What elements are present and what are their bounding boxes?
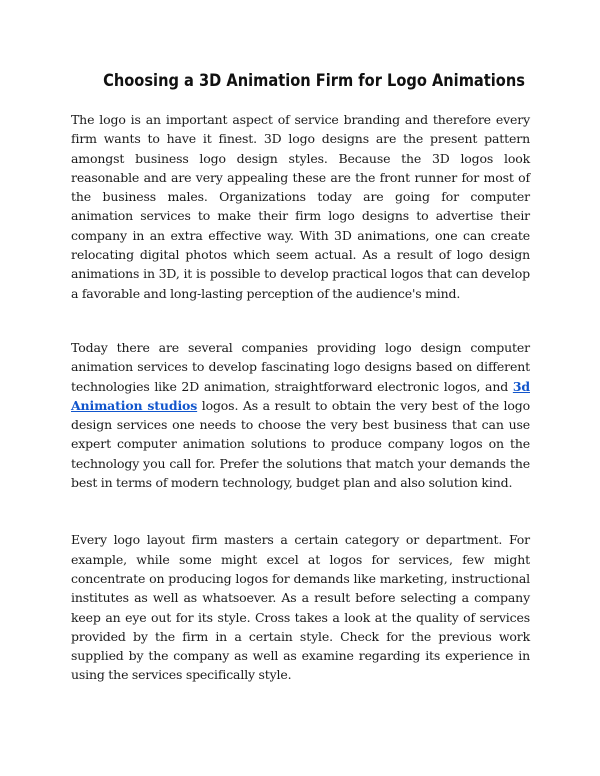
paragraph-companies-text-after: logos. As a result to obtain the very best of the logo design services one needs to choose the very best business that can use expert computer animation solutions to produce company logos on the technology you call for. Prefer the solutions that match your demands the best in terms of modern technology, budget plan and also solution kind. <box>71 397 530 491</box>
document-title: Choosing a 3D Animation Firm for Logo Animations <box>103 71 525 91</box>
paragraph-specialization: Every logo layout firm masters a certain category or department. For example, while some might excel at logos for services, few might concentrate on producing logos for demands like marketing, instructional institutes as well as whatsoever. As a result before selecting a company keep an eye out for its style. Cross takes a look at the quality of services provided by the firm in a certain style. Check for the previous work supplied by the company as well as examine regarding its experience in using the services specifically style. <box>71 532 530 683</box>
paragraph-intro: The logo is an important aspect of service branding and therefore every firm wants to have it finest. 3D logo designs are the present pattern amongst business logo design styles. Because the 3D logos look reasonable and are very appealing these are the front runner for most of the business males. Organizations today are going for computer animation services to make their firm logo designs to advertise their company in an extra effective way. With 3D animations, one can create relocating digital photos which seem actual. As a result of logo design animations in 3D, it is possible to develop practical logos that can develop a favorable and long-lasting perception of the audience's mind. <box>71 112 530 301</box>
paragraph-companies-text-before: Today there are several companies providing logo design computer animation services to develop fascinating logo designs based on different technologies like 2D animation, straightforward electronic logos, and <box>71 339 530 394</box>
paragraph-companies <box>71 338 530 492</box>
3d-animation-studios-link[interactable]: 3d Animation studios <box>71 378 530 413</box>
